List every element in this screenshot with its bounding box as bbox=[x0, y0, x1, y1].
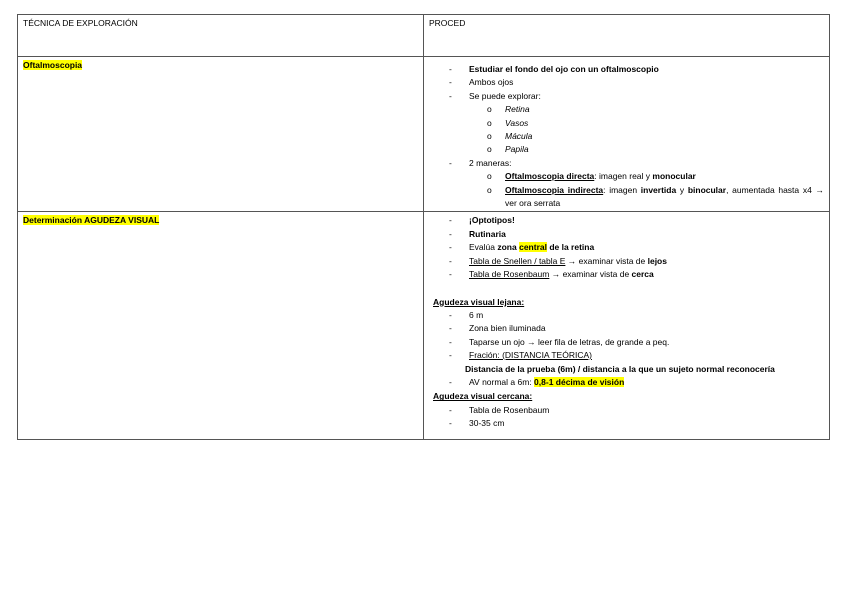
sub-list bbox=[469, 103, 824, 157]
list-item: - Tabla de Snellen / tabla E → examinar vista de lejos bbox=[449, 255, 824, 268]
formula-paragraph: Distancia de la prueba (6m) / distancia a la que un sujeto normal reconocería bbox=[465, 363, 775, 374]
list-item: - Estudiar el fondo del ojo con un oftalmoscopio bbox=[449, 63, 824, 76]
table-row-agudeza bbox=[18, 212, 830, 440]
procedure-list bbox=[429, 214, 824, 281]
procedure-list bbox=[429, 63, 824, 210]
list-item: - Se puede explorar: o Retina o Vasos o Mácula o Papila bbox=[449, 90, 824, 157]
technique-title: Oftalmoscopia bbox=[23, 60, 83, 70]
list-item: - 6 m bbox=[449, 309, 824, 322]
header-technique: TÉCNICA DE EXPLORACIÓN bbox=[18, 15, 424, 57]
procedure-list bbox=[429, 376, 824, 389]
technique-title: Determinación AGUDEZA VISUAL bbox=[23, 215, 160, 226]
list-item: - Evalúa zona central de la retina bbox=[449, 241, 824, 254]
list-item: - Zona bien iluminada bbox=[449, 322, 824, 335]
procedure-list bbox=[429, 309, 824, 363]
sub-list bbox=[469, 170, 824, 210]
table-row-oftalmoscopia bbox=[18, 57, 830, 212]
procedure-cell bbox=[424, 57, 830, 212]
exploration-table bbox=[17, 14, 830, 440]
list-item: - Tabla de Rosenbaum bbox=[449, 404, 824, 417]
sub-list-item: o Oftalmoscopia directa: imagen real y monocular bbox=[487, 170, 824, 183]
sub-list-item: o Mácula bbox=[487, 130, 824, 143]
technique-cell bbox=[18, 212, 424, 440]
technique-cell bbox=[18, 57, 424, 212]
list-item: - Taparse un ojo → leer fila de letras, de grande a peq. bbox=[449, 336, 824, 349]
list-item: - Rutinaria bbox=[449, 228, 824, 241]
sub-list-item: o Vasos bbox=[487, 117, 824, 130]
section-heading: Agudeza visual cercana: bbox=[433, 391, 533, 402]
section-heading: Agudeza visual lejana: bbox=[433, 296, 525, 307]
sub-list-item: o Papila bbox=[487, 143, 824, 156]
procedure-list bbox=[429, 404, 824, 431]
list-item: - 2 maneras: o Oftalmoscopia directa: imagen real y monocular o Oftalmoscopia indirecta: imagen invertida y binocular, aumentada hasta x4 → ver ora serrata bbox=[449, 157, 824, 211]
sub-list-item: o Retina bbox=[487, 103, 824, 116]
sub-list-item: o Oftalmoscopia indirecta: imagen invertida y binocular, aumentada hasta x4 → ver ora serrata bbox=[487, 184, 824, 211]
list-item: - AV normal a 6m: 0,8-1 décima de visión bbox=[449, 376, 824, 389]
list-item: - Fración: (DISTANCIA TEÓRICA) bbox=[449, 349, 824, 362]
list-item: - Tabla de Rosenbaum → examinar vista de cerca bbox=[449, 268, 824, 281]
list-item: - ¡Optotipos! bbox=[449, 214, 824, 227]
procedure-cell bbox=[424, 212, 830, 440]
header-procedure: PROCED bbox=[424, 15, 830, 57]
list-item: - Ambos ojos bbox=[449, 76, 824, 89]
list-item: - 30-35 cm bbox=[449, 417, 824, 430]
table-header-row bbox=[18, 15, 830, 57]
